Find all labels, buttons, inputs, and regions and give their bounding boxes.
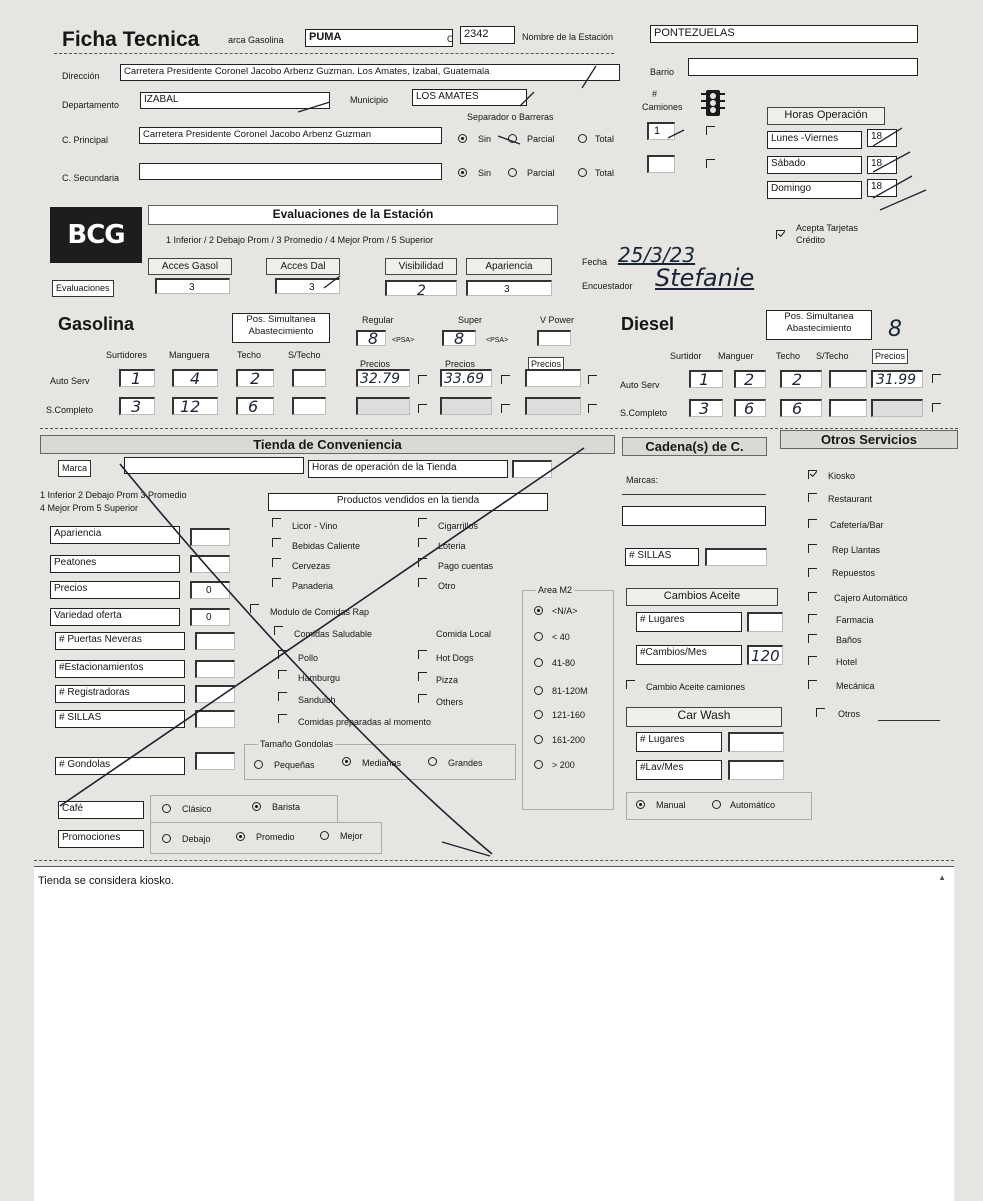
- registradoras-label: # Registradoras: [55, 685, 185, 703]
- cambios-mes-label: #Cambios/Mes: [636, 645, 742, 665]
- pollo-label: Pollo: [298, 653, 319, 663]
- clasico-label: Clásico: [182, 804, 212, 814]
- gondolas-label: # Gondolas: [55, 757, 185, 775]
- lunes-viernes-field[interactable]: 18: [867, 129, 897, 147]
- promociones-label: Promociones: [58, 830, 144, 848]
- variedad-value: 0: [206, 612, 212, 623]
- hotdogs-label: Hot Dogs: [436, 653, 474, 663]
- cervezas-label: Cervezas: [292, 561, 331, 571]
- repuestos-label: Repuestos: [832, 568, 876, 578]
- pago-cuentas-label: Pago cuentas: [438, 561, 494, 571]
- acces-dal-value: 3: [309, 282, 315, 293]
- scroll-up-icon[interactable]: ▲: [938, 873, 946, 882]
- secundaria-parcial-label: Parcial: [527, 168, 555, 178]
- regular-pos-value: 8: [368, 329, 379, 348]
- car-wash-header: Car Wash: [626, 707, 782, 727]
- bcg-logo: BCG: [50, 207, 142, 263]
- modulo-comidas-label: Modulo de Comidas Rap: [270, 607, 370, 617]
- departamento-field[interactable]: IZABAL: [140, 92, 330, 109]
- gas-col-stecho: S/Techo: [288, 350, 321, 360]
- departamento-label: Departamento: [62, 100, 120, 110]
- principal-field[interactable]: Carretera Presidente Coronel Jacobo Arbenz Guzman: [139, 127, 442, 144]
- municipio-label: Municipio: [350, 95, 389, 105]
- automatico-label: Automático: [730, 800, 776, 810]
- principal-sin-label: Sin: [478, 134, 492, 144]
- gas-completo-surtidores-value: 3: [131, 397, 142, 416]
- acces-gasol-label: Acces Gasol: [148, 258, 232, 275]
- diesel-pos-sim-line2: Abastecimiento: [786, 323, 852, 334]
- cambios-mes-value: 120: [751, 647, 780, 665]
- diesel-col-techo: Techo: [776, 351, 801, 361]
- restaurant-label: Restaurant: [828, 494, 873, 504]
- diesel-completo-techo-value: 6: [792, 399, 803, 418]
- gas-col-techo: Techo: [237, 350, 262, 360]
- area-na-label: <N/A>: [552, 606, 578, 616]
- cambios-aceite-header: Cambios Aceite: [626, 588, 778, 606]
- diesel-pos-sim-line1: Pos. Simultanea: [784, 311, 854, 322]
- camiones-principal-value: 1: [654, 125, 661, 137]
- id-field[interactable]: 2342: [460, 26, 515, 44]
- id-label: C: [447, 34, 454, 44]
- secundaria-sin-label: Sin: [478, 168, 492, 178]
- tarjetas-label-1: Acepta Tarjetas: [796, 223, 858, 233]
- sabado-label: Sábado: [767, 156, 862, 174]
- gas-auto-serv-label: Auto Serv: [50, 376, 90, 386]
- medianas-label: Medianas: [362, 758, 402, 768]
- llantas-label: Rep Llantas: [832, 545, 881, 555]
- regular-precios-label: Precios: [360, 359, 391, 369]
- promo-promedio-label: Promedio: [256, 832, 295, 842]
- diesel-auto-precio-value: 31.99: [876, 372, 917, 388]
- apariencia-label: Apariencia: [466, 258, 552, 275]
- sanduich-label: Sanduich: [298, 695, 336, 705]
- visibilidad-value: 2: [417, 283, 426, 299]
- precios-tienda-value: 0: [206, 585, 212, 596]
- secundaria-label: C. Secundaria: [62, 173, 120, 183]
- gas-completo-techo-value: 6: [248, 397, 259, 416]
- area-81-label: 81-120M: [552, 686, 588, 696]
- gondolas-group-title: Tamaño Gondolas: [260, 739, 334, 749]
- cafeteria-label: Cafetería/Bar: [830, 520, 884, 530]
- promo-debajo-label: Debajo: [182, 834, 211, 844]
- evaluaciones-scale: 1 Inferior / 2 Debajo Prom / 3 Promedio / 4 Mejor Prom / 5 Superior: [166, 235, 434, 245]
- horas-tienda-label: Horas de operación de la Tienda: [308, 460, 508, 478]
- brand-field[interactable]: PUMA: [305, 29, 453, 47]
- kiosko-label: Kiosko: [828, 471, 856, 481]
- comments-text: Tienda se considera kiosko.: [38, 875, 174, 887]
- banos-label: Baños: [836, 635, 862, 645]
- encuestador-label: Encuestador: [582, 281, 633, 291]
- others-label: Others: [436, 697, 464, 707]
- visibilidad-label: Visibilidad: [385, 258, 457, 275]
- principal-parcial-label: Parcial: [527, 134, 555, 144]
- grandes-label: Grandes: [448, 758, 483, 768]
- mecanica-label: Mecánica: [836, 681, 875, 691]
- panaderia-label: Panaderia: [292, 581, 334, 591]
- gasolina-pos-sim-line2: Abastecimiento: [248, 326, 314, 337]
- fecha-value[interactable]: 25/3/23: [618, 243, 696, 267]
- fecha-label: Fecha: [582, 257, 608, 267]
- vpower-label: V Power: [540, 315, 575, 325]
- area-title: Area M2: [538, 585, 573, 595]
- diesel-col-stecho: S/Techo: [816, 351, 849, 361]
- marcas-label: Marcas:: [626, 475, 659, 485]
- sillas-cadena-label: # SILLAS: [625, 548, 699, 566]
- cafe-label: Café: [58, 801, 144, 819]
- principal-label: C. Principal: [62, 135, 109, 145]
- gas-auto-manguera-value: 4: [190, 369, 201, 388]
- domingo-field[interactable]: 18: [867, 179, 897, 197]
- gas-auto-super-price-value: 33.69: [444, 371, 485, 387]
- lugares-aceite-label: # Lugares: [636, 612, 742, 632]
- encuestador-value[interactable]: Stefanie: [655, 264, 755, 292]
- barista-label: Barista: [272, 802, 301, 812]
- form-title: Ficha Tecnica: [62, 28, 200, 51]
- pequenas-label: Pequeñas: [274, 760, 315, 770]
- lunes-viernes-label: Lunes -Viernes: [767, 131, 862, 149]
- cadenas-header: Cadena(s) de C.: [622, 437, 767, 456]
- otros-servicios-header: Otros Servicios: [780, 430, 958, 449]
- farmacia-label: Farmacia: [836, 615, 874, 625]
- cajero-label: Cajero Automático: [834, 593, 908, 603]
- lav-mes-label: #Lav/Mes: [636, 760, 722, 780]
- brand-label: arca Gasolina: [228, 35, 284, 45]
- tarjetas-label-2: Crédito: [796, 235, 826, 245]
- diesel-col-precios: Precios: [872, 349, 908, 364]
- sillas-tienda-label: # SILLAS: [55, 710, 185, 728]
- super-label: Super: [458, 315, 483, 325]
- gas-auto-regular-price-value: 32.79: [360, 371, 401, 387]
- peatones-label: Peatones: [50, 555, 180, 573]
- manual-label: Manual: [656, 800, 686, 810]
- cambio-camiones-label: Cambio Aceite camiones: [646, 682, 746, 692]
- area-161-label: 161-200: [552, 735, 586, 745]
- area-41-label: 41-80: [552, 658, 576, 668]
- direccion-field[interactable]: Carretera Presidente Coronel Jacobo Arbenz Guzman. Los Amates, Izabal, Guatemala: [120, 64, 620, 81]
- barrio-label: Barrio: [650, 67, 675, 77]
- diesel-auto-manguer-value: 2: [744, 370, 755, 389]
- sabado-field[interactable]: 18: [867, 156, 897, 174]
- area-40-label: < 40: [552, 632, 570, 642]
- hamburgu-label: Hamburgu: [298, 673, 341, 683]
- hotel-label: Hotel: [836, 657, 858, 667]
- principal-total-label: Total: [595, 134, 615, 144]
- super-pos-value: 8: [454, 329, 465, 348]
- area-200-label: > 200: [552, 760, 575, 770]
- otro-label: Otro: [438, 581, 456, 591]
- bebidas-label: Bebidas Caliente: [292, 541, 361, 551]
- saludable-label: Comidas Saludable: [294, 629, 373, 639]
- comments-area[interactable]: [34, 866, 954, 1201]
- direccion-label: Dirección: [62, 71, 100, 81]
- evaluaciones-header: Evaluaciones de la Estación: [148, 205, 558, 225]
- pizza-label: Pizza: [436, 675, 459, 685]
- comida-local-label: Comida Local: [436, 629, 492, 639]
- super-precios-label: Precios: [445, 359, 476, 369]
- acces-gasol-value: 3: [189, 282, 195, 293]
- apariencia-row-label: Apariencia: [50, 526, 180, 544]
- apariencia-value: 3: [504, 284, 510, 295]
- vpower-precios-label: Precios: [528, 357, 564, 372]
- promo-mejor-label: Mejor: [340, 831, 363, 841]
- horas-operacion-header: Horas Operación: [767, 107, 885, 125]
- marca-label: Marca: [58, 460, 91, 477]
- diesel-title: Diesel: [621, 314, 675, 334]
- municipio-field[interactable]: LOS AMATES: [412, 89, 527, 106]
- puertas-neveras-label: # Puertas Neveras: [55, 632, 185, 650]
- acces-dal-label: Acces Dal: [266, 258, 340, 275]
- gas-completo-label: S.Completo: [46, 405, 94, 415]
- gas-completo-manguera-value: 12: [180, 397, 201, 416]
- estacionamientos-label: #Estacionamientos: [55, 660, 185, 678]
- diesel-col-surtidor: Surtidor: [670, 351, 702, 361]
- precios-tienda-label: Precios: [50, 581, 180, 599]
- station-label: Nombre de la Estación: [522, 32, 614, 42]
- super-psa: <PSA>: [486, 337, 509, 344]
- tienda-scale-2: 4 Mejor Prom 5 Superior: [40, 503, 139, 513]
- otros-label: Otros: [838, 709, 861, 719]
- gas-col-surtidores: Surtidores: [106, 350, 148, 360]
- gas-auto-surtidores-value: 1: [131, 369, 142, 388]
- area-121-label: 121-160: [552, 710, 586, 720]
- productos-label: Productos vendidos en la tienda: [268, 493, 548, 511]
- cigarrillos-label: Cigarrillos: [438, 521, 479, 531]
- domingo-label: Domingo: [767, 181, 862, 199]
- secundaria-total-label: Total: [595, 168, 615, 178]
- diesel-pos-value[interactable]: 8: [888, 317, 902, 342]
- diesel-auto-techo-value: 2: [792, 370, 803, 389]
- cw-lugares-label: # Lugares: [636, 732, 722, 752]
- preparadas-label: Comidas preparadas al momento: [298, 717, 432, 727]
- camiones-label-2: Camiones: [642, 102, 683, 112]
- diesel-completo-label: S.Completo: [620, 408, 668, 418]
- evaluaciones-row-label: Evaluaciones: [52, 280, 114, 297]
- regular-psa: <PSA>: [392, 337, 415, 344]
- gas-col-manguera: Manguera: [169, 350, 210, 360]
- diesel-col-manguer: Manguer: [718, 351, 754, 361]
- station-name-field[interactable]: PONTEZUELAS: [650, 25, 918, 43]
- diesel-completo-surtidor-value: 3: [699, 399, 710, 418]
- gasolina-title: Gasolina: [58, 314, 135, 334]
- separador-label: Separador o Barreras: [467, 112, 554, 122]
- diesel-completo-manguer-value: 6: [744, 399, 755, 418]
- licor-label: Licor - Vino: [292, 521, 338, 531]
- regular-label: Regular: [362, 315, 394, 325]
- variedad-label: Variedad oferta: [50, 608, 180, 626]
- tienda-scale-1: 1 Inferior 2 Debajo Prom 3 Promedio: [40, 490, 187, 500]
- gas-auto-techo-value: 2: [250, 369, 261, 388]
- diesel-auto-label: Auto Serv: [620, 380, 660, 390]
- gasolina-pos-sim-line1: Pos. Simultanea: [246, 314, 316, 325]
- loteria-label: Loteria: [438, 541, 466, 551]
- camiones-label-1: #: [652, 89, 658, 99]
- diesel-auto-surtidor-value: 1: [699, 370, 710, 389]
- tienda-header: Tienda de Conveniencia: [40, 435, 615, 454]
